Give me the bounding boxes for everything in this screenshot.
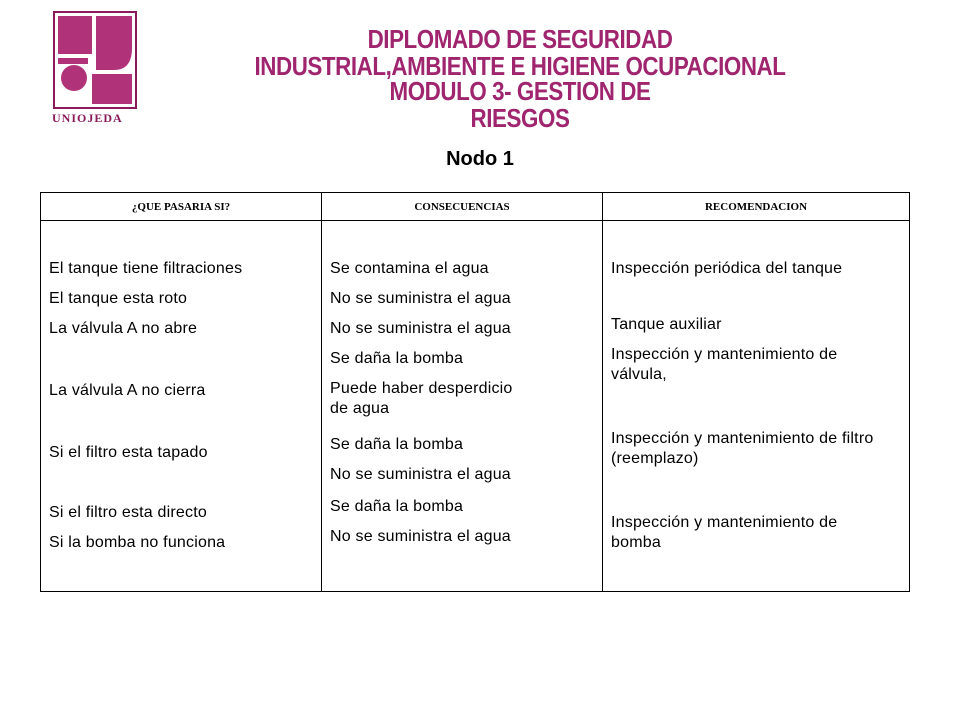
page-subtitle: MODULO 3- GESTION DE RIESGOS: [389, 76, 651, 134]
table-row: [41, 221, 910, 592]
header-what-if: ¿QUE PASARIA SI?: [41, 193, 322, 221]
what-if-item: Si la bomba no funciona: [49, 534, 226, 551]
what-if-item: Si el filtro esta directo: [49, 504, 207, 521]
recommendation-item: Inspección y mantenimiento de filtro (reemplazo): [611, 430, 874, 467]
logo-emblem-icon: [52, 10, 140, 110]
consequence-item: No se suministra el agua: [330, 528, 511, 545]
consequence-item: No se suministra el agua: [330, 466, 511, 483]
recommendation-cell: [603, 221, 910, 592]
logo-text: UNIOJEDA: [52, 111, 123, 125]
recommendation-item: Tanque auxiliar: [611, 316, 722, 333]
what-if-item: El tanque esta roto: [49, 290, 188, 307]
what-if-cell: [41, 221, 322, 592]
node-title: Nodo 1: [446, 148, 514, 170]
what-if-item: Si el filtro esta tapado: [49, 444, 208, 461]
recommendation-item: Inspección y mantenimiento de válvula,: [611, 346, 838, 383]
consequence-item: No se suministra el agua: [330, 320, 511, 337]
recommendation-item: Inspección periódica del tanque: [611, 260, 843, 277]
table-header-row: [41, 193, 910, 221]
consequence-item: Puede haber desperdicio de agua: [330, 380, 513, 417]
what-if-table: [40, 192, 910, 592]
what-if-item: La válvula A no cierra: [49, 382, 206, 399]
page-title: DIPLOMADO DE SEGURIDAD INDUSTRIAL,AMBIENTE E HIGIENE OCUPACIONAL: [254, 24, 786, 82]
header-consequences: CONSECUENCIAS: [322, 193, 603, 221]
consequence-item: Se daña la bomba: [330, 436, 464, 453]
consequence-item: Se contamina el agua: [330, 260, 489, 277]
header-recommendation: RECOMENDACION: [603, 193, 910, 221]
what-if-item: El tanque tiene filtraciones: [49, 260, 243, 277]
consequence-item: Se daña la bomba: [330, 350, 464, 367]
what-if-item: La válvula A no abre: [49, 320, 198, 337]
consequences-cell: [322, 221, 603, 592]
consequence-item: No se suministra el agua: [330, 290, 511, 307]
recommendation-item: Inspección y mantenimiento de bomba: [611, 514, 838, 551]
uniojeda-logo: [52, 10, 140, 128]
consequence-item: Se daña la bomba: [330, 498, 464, 515]
